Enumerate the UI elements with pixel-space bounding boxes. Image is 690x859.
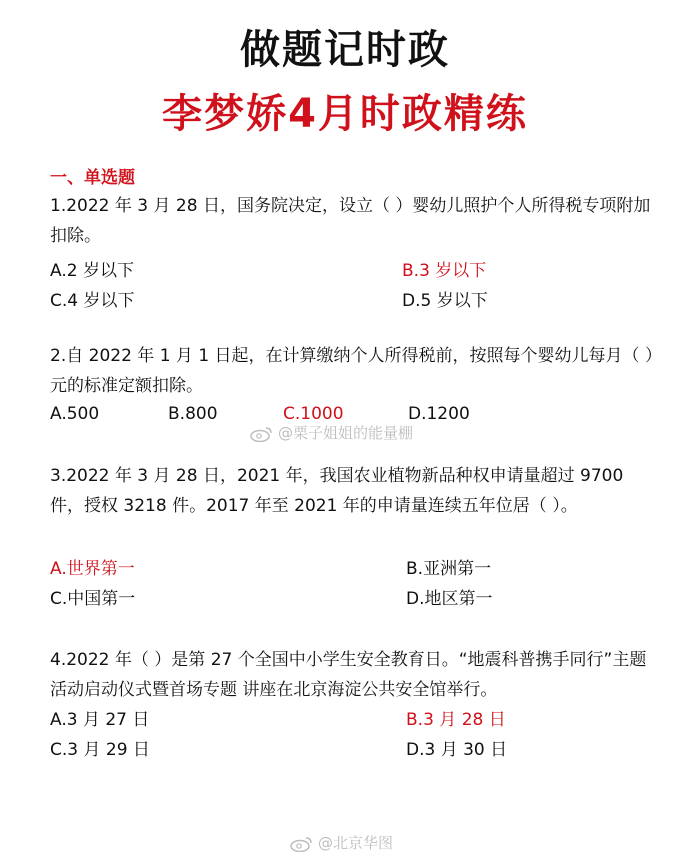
option-q2-c-answer[interactable]: C.1000 xyxy=(283,404,344,424)
option-q3-d[interactable]: D.地区第一 xyxy=(406,589,493,609)
weibo-icon xyxy=(250,426,274,442)
option-q4-a[interactable]: A.3 月 27 日 xyxy=(50,710,150,730)
option-q4-b-answer[interactable]: B.3 月 28 日 xyxy=(406,710,506,730)
section-heading: 一、单选题 xyxy=(50,168,135,188)
question-2-text: 2.自 2022 年 1 月 1 日起，在计算缴纳个人所得税前，按照每个婴幼儿每月（ ）元的标准定额扣除。 xyxy=(50,346,654,396)
option-q3-b[interactable]: B.亚洲第一 xyxy=(406,559,492,579)
page-subtitle: 李梦娇4月时政精练 xyxy=(162,91,528,137)
option-q2-b[interactable]: B.800 xyxy=(168,404,218,424)
page-title: 做题记时政 xyxy=(240,27,450,73)
option-q4-d[interactable]: D.3 月 30 日 xyxy=(406,740,508,760)
question-3-text: 3.2022 年 3 月 28 日，2021 年，我国农业植物新品种权申请量超过 9700 件，授权 3218 件。2017 年至 2021 年的申请量连续五年位居（ ）。 xyxy=(50,466,624,516)
watermark-middle: @栗子姐姐的能量棚 xyxy=(250,422,413,443)
option-q3-a-answer[interactable]: A.世界第一 xyxy=(50,559,135,579)
option-q2-d[interactable]: D.1200 xyxy=(408,404,470,424)
question-1-text: 1.2022 年 3 月 28 日，国务院决定，设立（ ）婴幼儿照护个人所得税专项附加扣除。 xyxy=(50,196,651,246)
option-q1-a[interactable]: A.2 岁以下 xyxy=(50,261,134,281)
watermark-bottom: @北京华图 xyxy=(290,832,393,853)
option-q1-c[interactable]: C.4 岁以下 xyxy=(50,291,135,311)
question-4-text: 4.2022 年（ ）是第 27 个全国中小学生安全教育日。“地震科普携手同行”主题活动启动仪式暨首场专题 讲座在北京海淀公共安全馆举行。 xyxy=(50,650,647,700)
option-q3-c[interactable]: C.中国第一 xyxy=(50,589,136,609)
option-q2-a[interactable]: A.500 xyxy=(50,404,100,424)
option-q4-c[interactable]: C.3 月 29 日 xyxy=(50,740,150,760)
option-q1-b-answer[interactable]: B.3 岁以下 xyxy=(402,261,487,281)
option-q1-d[interactable]: D.5 岁以下 xyxy=(402,291,488,311)
weibo-icon xyxy=(290,836,314,852)
